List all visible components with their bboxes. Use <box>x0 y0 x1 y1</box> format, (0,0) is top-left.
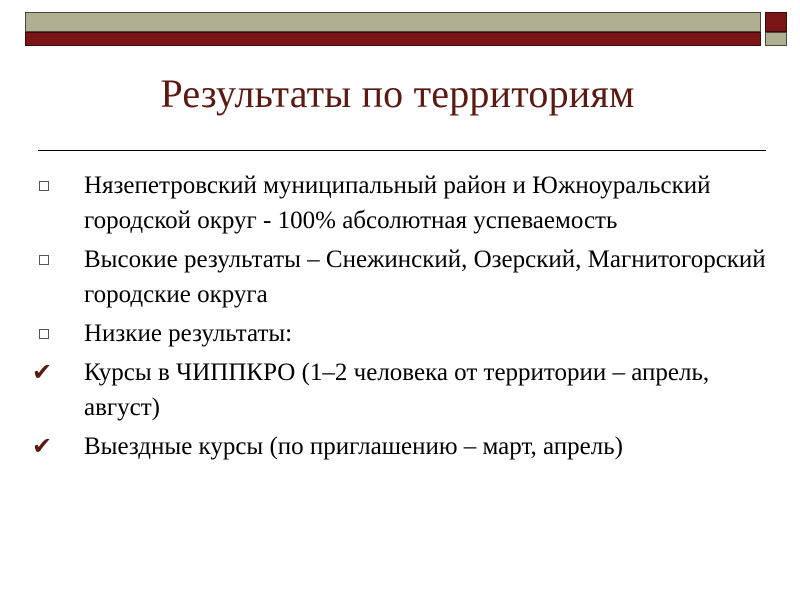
square-bullet-icon <box>39 255 49 265</box>
bullet-text: Выездные курсы (по приглашению – март, апрель) <box>84 433 623 460</box>
header-bar-olive <box>25 12 761 32</box>
bullet-text: Низкие результаты: <box>84 320 293 347</box>
bullet-text: Курсы в ЧИППКРО (1–2 человека от территории – апрель, август) <box>84 359 710 421</box>
bullet-item <box>30 355 775 425</box>
bullet-item <box>30 316 775 351</box>
bullet-list <box>30 168 775 468</box>
bullet-text: Нязепетровский муниципальный район и Южноуральский городской округ - 100% абсолютная успеваемость <box>84 172 711 234</box>
checkmark-icon: ✔ <box>32 358 53 386</box>
corner-square-red <box>765 12 787 32</box>
checkmark-icon: ✔ <box>32 432 53 460</box>
bullet-text: Высокие результаты – Снежинский, Озерский, Магнитогорский городские округа <box>84 246 766 308</box>
corner-square-olive <box>765 32 787 46</box>
slide-title-container <box>0 70 800 117</box>
slide-title: Результаты по территориям <box>160 71 635 116</box>
square-bullet-icon <box>39 181 49 191</box>
header-bar-red <box>25 32 761 46</box>
square-bullet-icon <box>39 329 49 339</box>
bullet-item <box>30 429 775 464</box>
bullet-item <box>30 168 775 238</box>
bullet-item <box>30 242 775 312</box>
title-underline <box>38 150 766 151</box>
